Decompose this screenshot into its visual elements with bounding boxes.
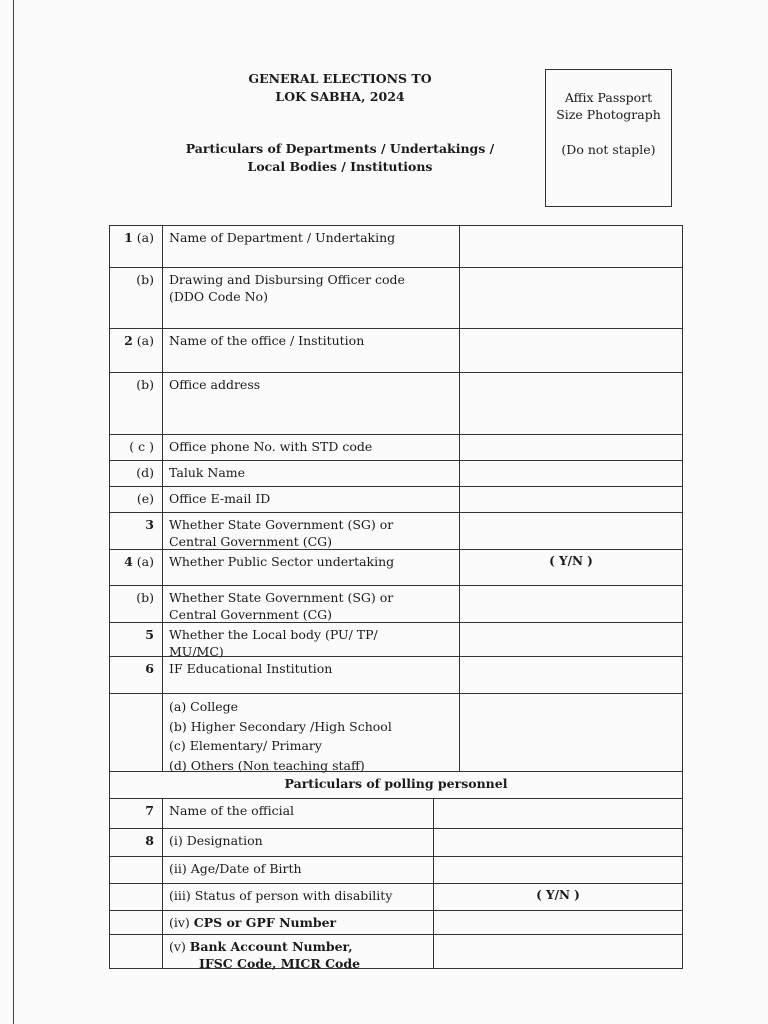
photo-note: (Do not staple) [561,142,656,157]
header-title-line2: LOK SABHA, 2024 [275,89,405,104]
photo-line2: Size Photograph [556,107,661,122]
table-row-1b [109,268,683,329]
row-label: (ii) Age/Date of Birth [163,857,434,883]
row-number [110,884,163,910]
row-number: (b) [110,268,163,328]
row-label: Whether Public Sector undertaking [163,550,460,585]
row-number: 1 (a) [110,226,163,267]
official-name-field[interactable] [434,799,682,828]
institution-type-field[interactable] [460,694,682,771]
row-number: 6 [110,657,163,693]
institution-options [163,694,460,771]
header-subtitle-line1: Particulars of Departments / Undertakings / [185,141,495,156]
table-row-5 [109,623,683,657]
row-number: (e) [110,487,163,512]
local-body-field[interactable] [460,623,682,656]
form-header [150,70,530,176]
table-row-7 [109,799,683,829]
option-others: (d) Others (Non teaching staff) [169,757,365,773]
option-college: (a) College [169,699,239,714]
row-number [110,935,163,968]
row-label: Office phone No. with STD code [163,435,460,460]
table-row-6-options [109,694,683,772]
row-label: Taluk Name [163,461,460,486]
table-row-4b [109,586,683,623]
educational-institution-field[interactable] [460,657,682,693]
row-label: (v) Bank Account Number, IFSC Code, MICR Code [163,935,434,968]
row-number: ( c ) [110,435,163,460]
row-label: Whether the Local body (PU/ TP/ MU/MC) [163,623,460,656]
table-row-2e [109,487,683,513]
table-row-6 [109,657,683,694]
row-number: 2 (a) [110,329,163,372]
row-number [110,911,163,934]
row-number [110,857,163,883]
table-row-8v [109,935,683,969]
bank-account-field[interactable] [434,935,682,968]
table-row-2d [109,461,683,487]
ddo-code-field[interactable] [460,268,682,328]
header-title-line1: GENERAL ELECTIONS TO [248,71,432,86]
photo-line1: Affix Passport [564,90,653,105]
option-higher-secondary: (b) Higher Secondary /High School [169,718,392,734]
row-number: (b) [110,373,163,434]
row-number: 8 [110,829,163,856]
office-address-field[interactable] [460,373,682,434]
row-label: Whether State Government (SG) or Central Government (CG) [163,513,460,549]
row-number: 4 (a) [110,550,163,585]
row-number [110,694,163,771]
page-edge-line [13,0,14,1024]
row-number: 5 [110,623,163,656]
row-label: Name of Department / Undertaking [163,226,460,267]
taluk-name-field[interactable] [460,461,682,486]
age-dob-field[interactable] [434,857,682,883]
row-label: Name of the office / Institution [163,329,460,372]
table-row-8i [109,829,683,857]
table-row-3 [109,513,683,550]
department-name-field[interactable] [460,226,682,267]
row-label: (iii) Status of person with disability [163,884,434,910]
table-row-2a [109,329,683,373]
row-label: Drawing and Disbursing Officer code (DDO Code No) [163,268,460,328]
section-heading-row [109,772,683,799]
table-row-8ii [109,857,683,884]
psu-sg-cg-field[interactable] [460,586,682,622]
disability-yn-field[interactable]: ( Y/N ) [536,888,580,902]
sg-cg-field[interactable] [460,513,682,549]
table-row-8iv [109,911,683,935]
section-heading: Particulars of polling personnel [284,776,508,791]
row-number: (d) [110,461,163,486]
table-row-2c [109,435,683,461]
row-number: 7 [110,799,163,828]
row-label: (iv) CPS or GPF Number [163,911,434,934]
row-label: Whether State Government (SG) or Central Government (CG) [163,586,460,622]
row-label: Name of the official [163,799,434,828]
table-row-8iii [109,884,683,911]
table-row-2b [109,373,683,435]
cps-gpf-field[interactable] [434,911,682,934]
row-number: (b) [110,586,163,622]
row-number: 3 [110,513,163,549]
office-phone-field[interactable] [460,435,682,460]
row-label: (i) Designation [163,829,434,856]
table-row-4a [109,550,683,586]
row-label: Office E-mail ID [163,487,460,512]
row-label: Office address [163,373,460,434]
public-sector-yn-field[interactable]: ( Y/N ) [549,554,593,568]
row-label: IF Educational Institution [163,657,460,693]
option-elementary: (c) Elementary/ Primary [169,738,322,753]
header-subtitle-line2: Local Bodies / Institutions [247,159,433,174]
office-name-field[interactable] [460,329,682,372]
photo-box [545,69,672,207]
designation-field[interactable] [434,829,682,856]
table-row-1a [109,225,683,268]
office-email-field[interactable] [460,487,682,512]
